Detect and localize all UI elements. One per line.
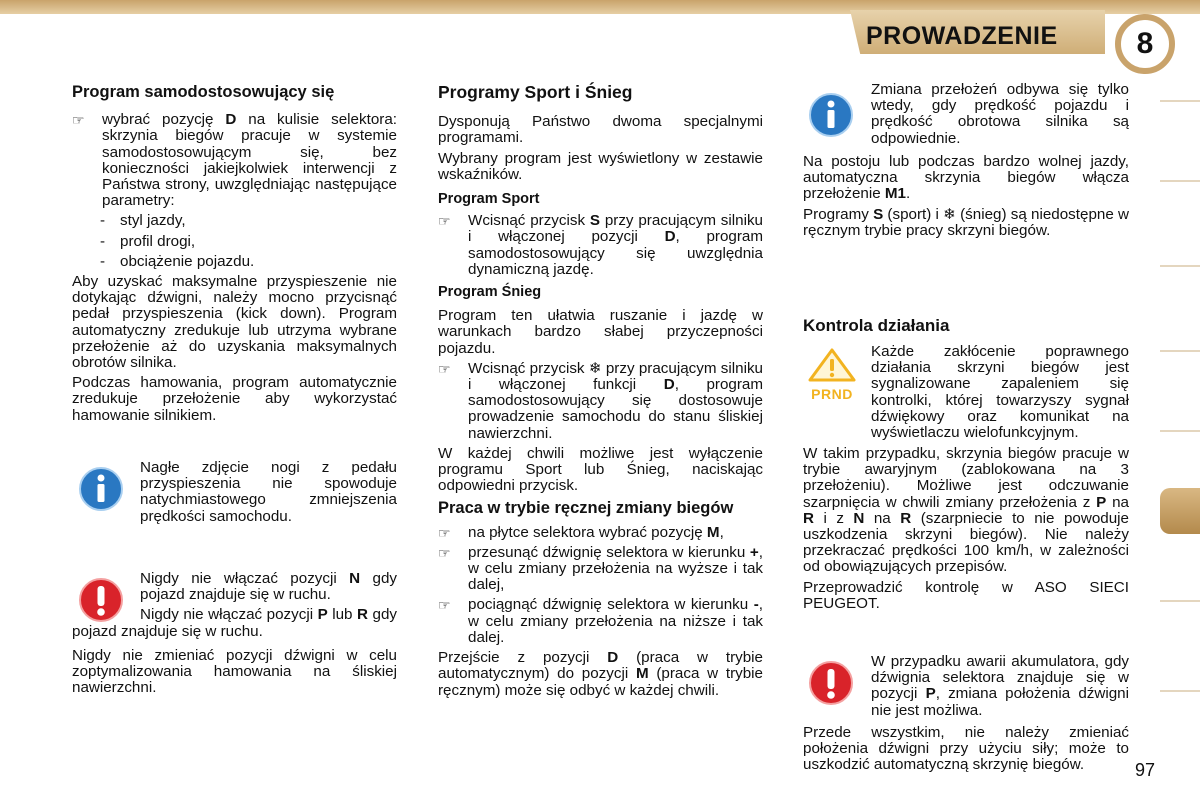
paragraph: Przede wszystkim, nie należy zmieniać położenia dźwigni przy użyciu siły; może to uszkodzić automatyczną skrzynię biegów. bbox=[803, 724, 1129, 774]
paragraph: Programy S (sport) i ❄ (śnieg) są niedostępne w ręcznym trybie pracy skrzyni biegów. bbox=[803, 205, 1129, 239]
list-item: ☞ przesunąć dźwignię selektora w kierunku +, w celu zmiany przełożenia na wyższe i tak dalej, bbox=[438, 543, 763, 594]
snowflake-icon: ❄ bbox=[588, 359, 602, 377]
page-number: 97 bbox=[1135, 760, 1156, 780]
list-item: - profil drogi, bbox=[100, 232, 196, 250]
paragraph: Aby uzyskać maksymalne przyspieszenie nie dotykając dźwigni, należy mocno przycisnąć pedał przyspieszenia (kick down). Program automatyczny zredukuje lub utrzyma wybrane przełożenie aż do uzyskania maksymalnych obrotów silnika. bbox=[72, 273, 397, 372]
pointing-hand-icon: ☞ bbox=[438, 597, 451, 614]
page-title: PROWADZENIE bbox=[866, 22, 1058, 50]
info-icon bbox=[78, 466, 124, 517]
section-heading: Programy Sport i Śnieg bbox=[438, 82, 633, 102]
paragraph: Przejście z pozycji D (praca w trybie automatycznym) do pozycji M (praca w trybie ręcznym) może się odbyć w każdej chwili. bbox=[438, 649, 763, 699]
list-item: ☞ Wcisnąć przycisk S przy pracującym silniku i włączonej pozycji D, program samodostosowujący się uwzględnia dynamiczną jazdę. bbox=[438, 212, 763, 278]
paragraph: Na postoju lub podczas bardzo wolnej jazdy, automatyczna skrzynia biegów włącza przełożenie M1. bbox=[803, 153, 1129, 203]
prnd-label: PRND bbox=[811, 386, 853, 402]
column-3-lower bbox=[803, 318, 1129, 344]
edge-tab bbox=[1160, 265, 1200, 267]
paragraph: Przeprowadzić kontrolę w ASO SIECI PEUGEOT. bbox=[803, 578, 1129, 612]
edge-tab-active bbox=[1160, 488, 1200, 534]
paragraph: Program ten ułatwia ruszanie i jazdę w warunkach bardzo słabej przyczepności pojazdu. bbox=[438, 307, 763, 357]
column-3-body bbox=[803, 446, 1129, 616]
pointing-hand-icon: ☞ bbox=[438, 213, 451, 230]
list-item: - obciążenie pojazdu. bbox=[100, 252, 255, 270]
edge-tab bbox=[1160, 600, 1200, 602]
caution-note: Każde zakłócenie poprawnego działania skrzyni biegów jest sygnalizowane zapaleniem się kontrolki, której towarzyszy sygnał dźwiękowy oraz komunikat na wyświetlaczu wielofunkcyjnym. bbox=[871, 343, 1129, 442]
edge-tab bbox=[1160, 180, 1200, 182]
pointing-hand-icon: ☞ bbox=[438, 544, 451, 561]
edge-tab bbox=[1160, 430, 1200, 432]
info-note: Nagłe zdjęcie nogi z pedału przyspieszenia nie spowoduje natychmiastowego zmniejszenia prędkości samochodu. bbox=[140, 459, 397, 525]
section-heading: Kontrola działania bbox=[803, 316, 950, 335]
warning-note: W przypadku awarii akumulatora, gdy dźwignia selektora znajduje się w pozycji P, zmiana położenia dźwigni nie jest możliwa. bbox=[871, 653, 1129, 719]
section-heading: Program samodostosowujący się bbox=[72, 83, 335, 101]
column-3-footer bbox=[803, 725, 1129, 778]
list-item: ☞ wybrać pozycję D na kulisie selektora: skrzynia biegów pracuje w systemie samodostosowującym się, bez konieczności jakiejkolwiek interwencji z Państwa strony, uwzględniając następujące parametry: bbox=[72, 111, 397, 210]
column-1 bbox=[72, 84, 397, 428]
paragraph: W każdej chwili możliwe jest wyłączenie programu Sport lub Śnieg, naciskając odpowiedni przycisk. bbox=[438, 444, 763, 495]
exclamation-icon bbox=[808, 660, 854, 711]
chapter-number: 8 bbox=[1115, 14, 1175, 74]
edge-tab bbox=[1160, 350, 1200, 352]
paragraph: Wybrany program jest wyświetlony w zestawie wskaźników. bbox=[438, 149, 763, 183]
warning-note: Nigdy nie włączać pozycji N gdy pojazd znajduje się w ruchu. Nigdy nie włączać pozycji P lub R gdy pojazd znajduje się w ruchu. Nigdy nie zmieniać pozycji dźwigni w celu zoptymalizowania hamowania na śliskiej nawierzchni. bbox=[72, 570, 397, 697]
pointing-hand-icon: ☞ bbox=[438, 524, 451, 541]
edge-tab bbox=[1160, 690, 1200, 692]
subheading: Program Śnieg bbox=[438, 284, 542, 301]
column-2 bbox=[438, 84, 763, 703]
paragraph: Podczas hamowania, program automatycznie zredukuje przełożenie aby wykorzystać hamowanie silnikiem. bbox=[72, 374, 397, 424]
list-item: ☞ na płytce selektora wybrać pozycję M, bbox=[438, 523, 724, 541]
paragraph: W takim przypadku, skrzynia biegów pracuje w trybie awaryjnym (zablokowana na 3 przełożeniu). Możliwe jest odczuwanie szarpnięcia w chwili zmiany przełożenia z P na R i z N na R (szarpniecie to nie powoduje uszkodzenia skrzyni biegów). Nie należy przekraczać prędkości 100 km/h, w zależności od obowiązujących przepisów. bbox=[803, 445, 1129, 576]
edge-tab bbox=[1160, 100, 1200, 102]
subheading: Program Sport bbox=[438, 191, 540, 208]
pointing-hand-icon: ☞ bbox=[438, 360, 451, 377]
info-icon bbox=[808, 92, 854, 143]
list-item: - styl jazdy, bbox=[100, 212, 186, 230]
pointing-hand-icon: ☞ bbox=[72, 112, 85, 129]
info-note: Zmiana przełożeń odbywa się tylko wtedy, gdy prędkość pojazdu i prędkość obrotowa silnika są odpowiednie. bbox=[871, 81, 1129, 147]
list-item: ☞ Wcisnąć przycisk ❄ przy pracującym silniku i włączonej funkcji D, program samodostosowujący się dostosowuje prowadzenie samochodu do stanu śliskiej nawierzchni. bbox=[438, 359, 763, 442]
column-3 bbox=[803, 154, 1129, 243]
snowflake-icon: ❄ bbox=[943, 205, 956, 223]
list-item: ☞ pociągnąć dźwignię selektora w kierunku -, w celu zmiany przełożenia na niższe i tak dalej. bbox=[438, 596, 763, 646]
section-heading: Praca w trybie ręcznej zmiany biegów bbox=[438, 499, 734, 518]
paragraph: Dysponują Państwo dwoma specjalnymi programami. bbox=[438, 113, 763, 147]
paragraph: Nigdy nie zmieniać pozycji dźwigni w celu zoptymalizowania hamowania na śliskiej nawierzchni. bbox=[72, 646, 397, 697]
